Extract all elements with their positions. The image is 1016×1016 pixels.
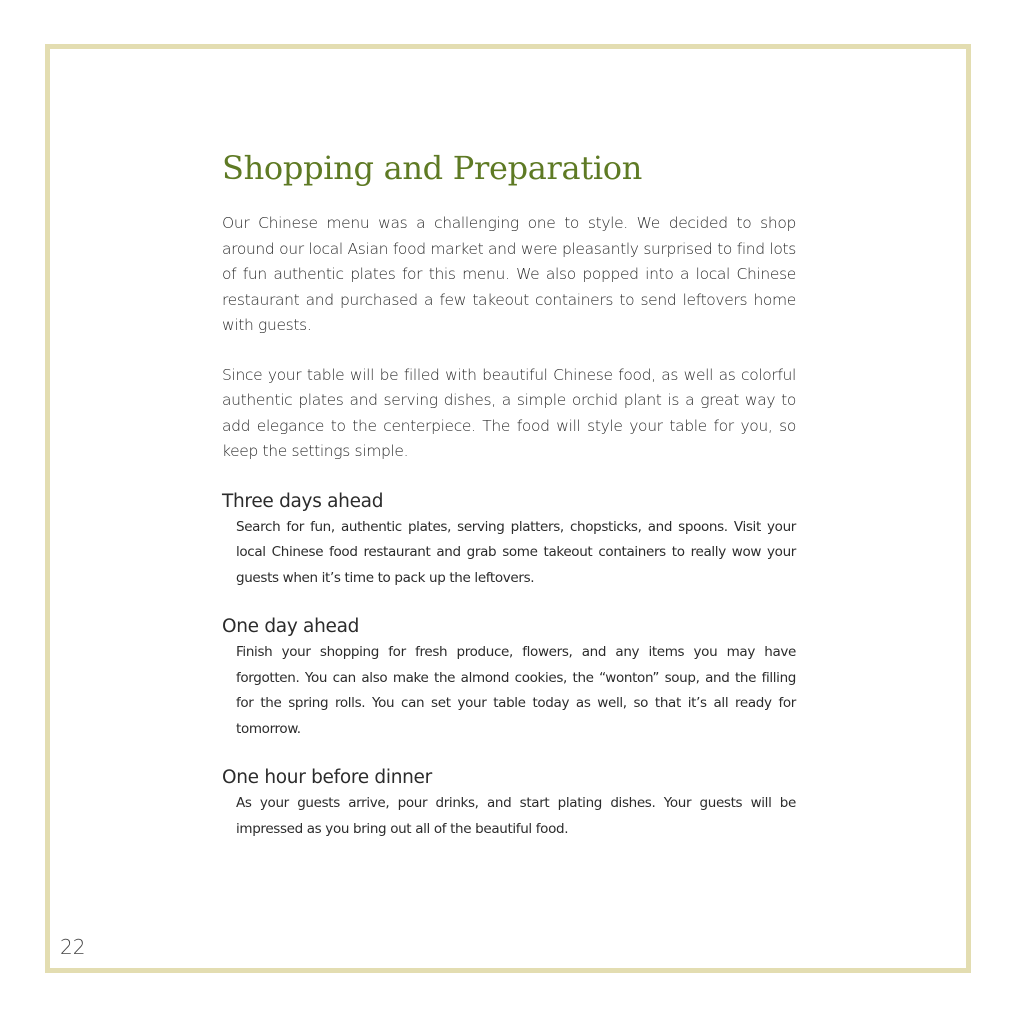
section-three-days-ahead — [222, 489, 796, 592]
section-heading: One hour before dinner — [222, 767, 432, 788]
page-number: 22 — [60, 935, 86, 959]
section-heading: Three days ahead — [222, 490, 384, 512]
section-one-day-ahead — [222, 614, 796, 742]
section-heading: One day ahead — [222, 616, 360, 637]
section-body: Finish your shopping for fresh produce, flowers, and any items you may have forgotten. You can also make the almond cookies, the “wonton” soup, and the filling for the spring rolls. You can set your table today as well, so that it’s all ready for tomorrow. — [236, 644, 796, 737]
page-content — [222, 146, 796, 865]
page-title: Shopping and Preparation — [222, 149, 643, 187]
intro-paragraph: Our Chinese menu was a challenging one to style. We decided to shop around our local Asian food market and were pleasantly surprised to find lots of fun authentic plates for this menu. We also popped into a local Chinese restaurant and purchased a few takeout containers to send leftovers home with guests. — [222, 214, 796, 334]
section-body: As your guests arrive, pour drinks, and start plating dishes. Your guests will be impressed as you bring out all of the beautiful food. — [236, 795, 796, 837]
section-one-hour-before-dinner — [222, 765, 796, 842]
centerpiece-paragraph: Since your table will be filled with beautiful Chinese food, as well as colorful authentic plates and serving dishes, a simple orchid plant is a great way to add elegance to the centerpiece. The food will style your table for you, so keep the settings simple. — [222, 365, 796, 460]
section-body: Search for fun, authentic plates, serving platters, chopsticks, and spoons. Visit your local Chinese food restaurant and grab some takeout containers to really wow your guests when it’s time to pack up the leftovers. — [236, 518, 796, 586]
